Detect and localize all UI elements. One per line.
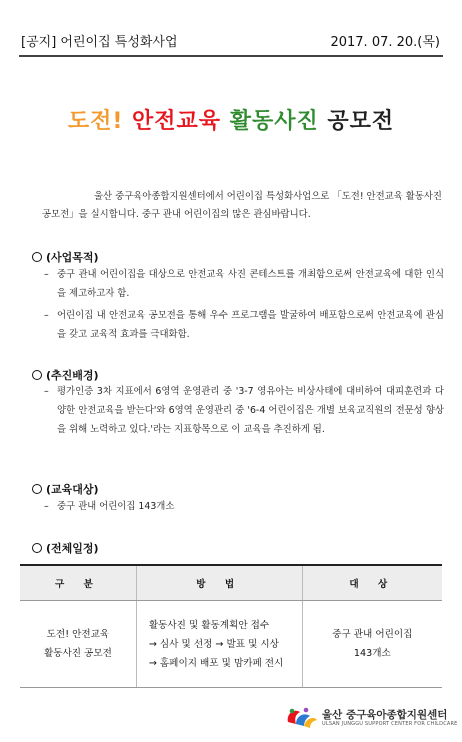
notice-date: 2017. 07. 20.(목) — [330, 35, 440, 50]
title-part-challenge: 도전! — [67, 109, 124, 134]
purpose-item-2: – 어린이집 내 안전교육 공모전을 통해 우수 프로그램을 발굴하여 배포함으로써 안전교육에 관심을 갖고 교육적 효과를 극대화함. — [44, 310, 444, 340]
center-logo — [284, 704, 458, 730]
title-part-safety: 안전교육 — [132, 109, 222, 134]
column-header-target: 대 상 — [302, 565, 442, 601]
header-divider — [19, 55, 443, 57]
table-header-row — [20, 565, 442, 601]
cell-method: 활동사진 및 활동계획안 접수 → 심사 및 선정 → 발표 및 시상 → 홈페이지 배포 및 맘카페 전시 — [136, 601, 302, 688]
page-title — [0, 104, 462, 135]
center-name-korean: 울산 중구육아종합지원센터 — [322, 709, 448, 721]
schedule-table — [20, 564, 442, 688]
cell-category: 도전! 안전교육 활동사진 공모전 — [20, 601, 136, 688]
circle-bullet-icon — [32, 484, 42, 494]
section-target-heading: (교육대상) — [32, 481, 99, 497]
center-name-english: ULSAN JUNGGU SUPPORT CENTER FOR CHILDCARE — [322, 721, 458, 727]
title-part-photos: 활동사진 — [229, 109, 319, 134]
intro-paragraph: 울산 중구육아종합지원센터에서 어린이집 특성화사업으로 「도전! 안전교육 활동사진 공모전」을 실시합니다. 중구 관내 어린이집의 많은 관심바랍니다. — [42, 191, 442, 220]
notice-label: [공지] 어린이집 특성화사업 — [21, 35, 178, 50]
circle-bullet-icon — [32, 252, 42, 262]
center-logo-icon — [284, 704, 318, 730]
cell-target: 중구 관내 어린이집 143개소 — [302, 601, 442, 688]
circle-bullet-icon — [32, 543, 42, 553]
title-part-contest: 공모전 — [327, 109, 395, 134]
target-item-1: – 중구 관내 어린이집 143개소 — [44, 501, 175, 512]
section-schedule-heading: (전체일정) — [32, 540, 99, 556]
column-header-method: 방 법 — [136, 565, 302, 601]
background-item-1: – 평가인증 3차 지표에서 6영역 운영관리 중 '3-7 영유아는 비상사태에 대비하여 대피훈련과 다양한 안전교육을 받는다'와 6영역 운영관리 중 '6-4 어린이집은 개별 보육교직원의 전문성 향상을 위해 노력하고 있다.'라는 지표항목으로 이 교육을 추진하게 됨. — [44, 386, 444, 435]
purpose-item-1: – 중구 관내 어린이집을 대상으로 안전교육 사진 콘테스트를 개최함으로써 안전교육에 대한 인식을 제고하고자 함. — [44, 269, 444, 299]
column-header-category: 구 분 — [20, 565, 136, 601]
circle-bullet-icon — [32, 370, 42, 380]
table-row — [20, 601, 442, 688]
section-background-heading: (추진배경) — [32, 367, 99, 383]
section-purpose-heading: (사업목적) — [32, 249, 99, 265]
